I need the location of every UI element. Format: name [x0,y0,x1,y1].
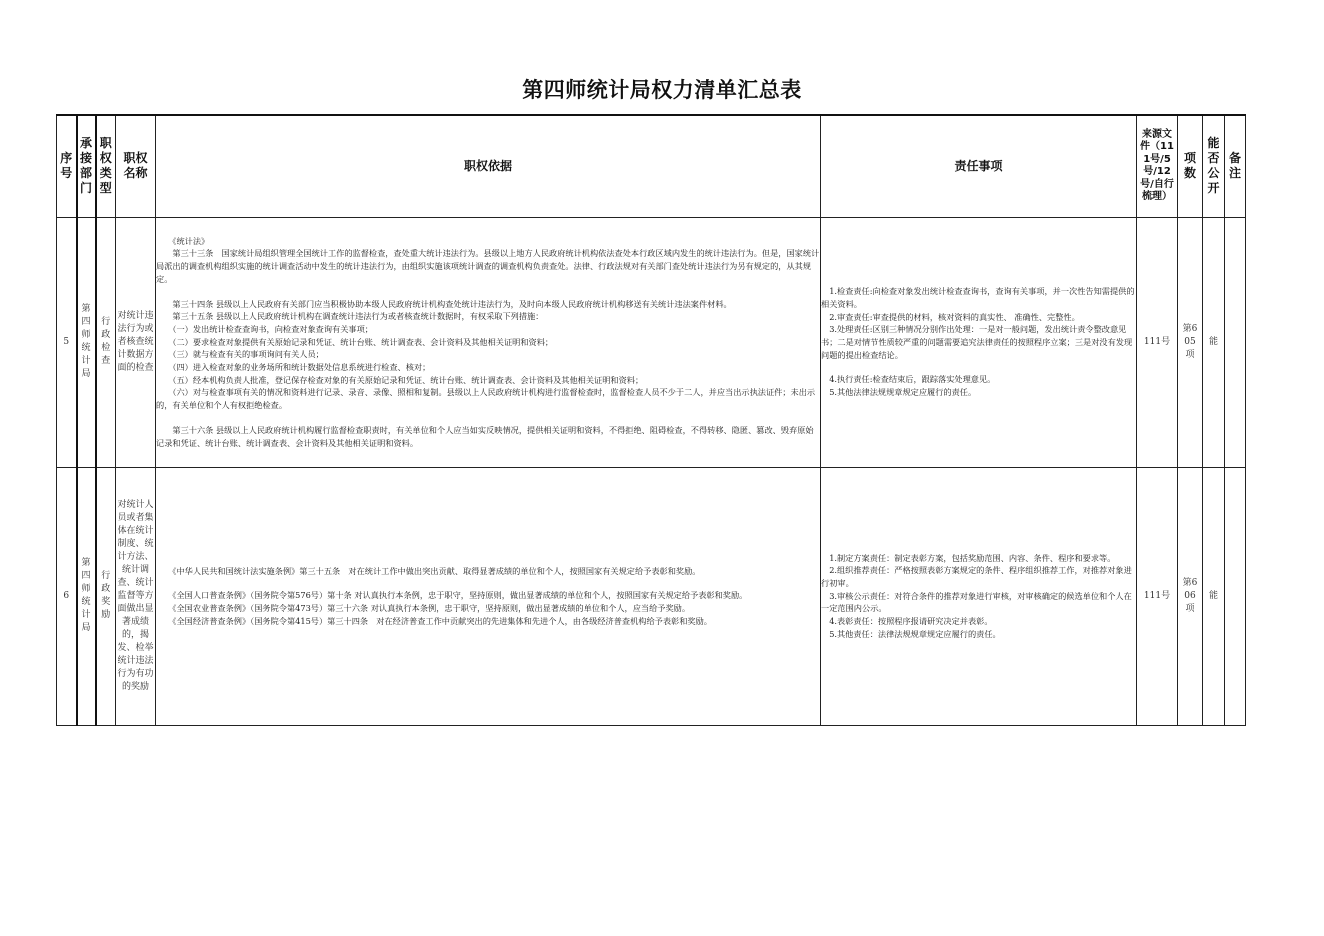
row-remark [1225,467,1246,725]
header-count: 项数 [1178,115,1203,217]
header-type: 职权类型 [96,115,116,217]
row-responsibility: 1.制定方案责任：制定表彰方案，包括奖励范围、内容、条件、程序和要求等。 2.组织推荐责任：严格按照表彰方案规定的条件、程序组织推荐工作，对推荐对象进行初审。 3.审核公示责任：对符合条件的推荐对象进行审核，对审核确定的候选单位和个人在一定范围内公示。 4.表彰责任：按照程序报请研究决定并表彰。 5.其他责任：法律法规规章规定应履行的责任。 [821,467,1137,725]
row-count: 第606项 [1178,467,1203,725]
row-dept: 第四师统计局 [77,217,96,467]
row-name: 对统计违法行为或者核查统计数据方面的检查 [116,217,156,467]
row-name: 对统计人员或者集体在统计制度、统计方法、统计调查、统计监督等方面做出显著成绩的，揭发、检举统计违法行为有功的奖励 [116,467,156,725]
table-row [57,467,1246,725]
row-dept: 第四师统计局 [77,467,96,725]
row-public: 能 [1203,467,1225,725]
header-row [57,115,1246,217]
row-type: 行政检查 [96,217,116,467]
header-public: 能否公开 [1203,115,1225,217]
header-basis: 职权依据 [156,115,821,217]
row-basis: 《统计法》 第三十三条 国家统计局组织管理全国统计工作的监督检查，查处重大统计违法行为。县级以上地方人民政府统计机构依法查处本行政区域内发生的统计违法行为。但是，国家统计局派出的调查机构组织实施的统计调查活动中发生的统计违法行为，由组织实施该项统计调查的调查机构负责查处。法律、行政法规对有关部门查处统计违法行为另有规定的，从其规定。 第三十四条 县级以上人民政府有关部门应当积极协助本级人民政府统计机构查处统计违法行为，及时向本级人民政府统计机构移送有关统计违法案件材料。 第三十五条 县级以上人民政府统计机构在调查统计违法行为或者核查统计数据时，有权采取下列措施： （一）发出统计检查查询书，向检查对象查询有关事项； （二）要求检查对象提供有关原始记录和凭证、统计台账、统计调查表、会计资料及其他相关证明和资料； （三）就与检查有关的事项询问有关人员； （四）进入检查对象的业务场所和统计数据处信息系统进行检查、核对； （五）经本机构负责人批准，登记保存检查对象的有关原始记录和凭证、统计台账、统计调查表、会计资料及其他相关证明和资料； （六）对与检查事项有关的情况和资料进行记录、录音、录像、照相和复制。县级以上人民政府统计机构进行监督检查时，监督检查人员不少于二人，并应当出示执法证件；未出示的，有关单位和个人有权拒绝检查。 第三十六条 县级以上人民政府统计机构履行监督检查职责时，有关单位和个人应当如实反映情况，提供相关证明和资料，不得拒绝、阻碍检查，不得转移、隐匿、篡改、毁弃原始记录和凭证、统计台账、统计调查表、会计资料及其他相关证明和资料。 [156,217,821,467]
header-source: 来源文件（111号/5号/12号/自行梳理） [1137,115,1178,217]
row-source: 111号 [1137,217,1178,467]
row-public: 能 [1203,217,1225,467]
power-list-table [56,114,1246,726]
row-basis: 《中华人民共和国统计法实施条例》第三十五条 对在统计工作中做出突出贡献、取得显著成绩的单位和个人，按照国家有关规定给予表彰和奖励。 《全国人口普查条例》（国务院令第576号）第十条 对认真执行本条例，忠于职守，坚持原则，做出显著成绩的单位和个人，按照国家有关规定给予表彰和奖励。 《全国农业普查条例》（国务院令第473号）第三十六条 对认真执行本条例，忠于职守，坚持原则，做出显著成绩的单位和个人，应当给予奖励。 《全国经济普查条例》（国务院令第415号）第三十四条 对在经济普查工作中贡献突出的先进集体和先进个人，由各级经济普查机构给予表彰和奖励。 [156,467,821,725]
row-source: 111号 [1137,467,1178,725]
table-row [57,217,1246,467]
row-remark [1225,217,1246,467]
header-responsibility: 责任事项 [821,115,1137,217]
header-seq: 序号 [57,115,77,217]
header-name: 职权名称 [116,115,156,217]
page-title: 第四师统计局权力清单汇总表 [522,78,802,102]
row-type: 行政奖励 [96,467,116,725]
row-seq: 6 [57,467,77,725]
row-count: 第605项 [1178,217,1203,467]
header-dept: 承接部门 [77,115,96,217]
row-seq: 5 [57,217,77,467]
row-responsibility: 1.检查责任:向检查对象发出统计检查查询书，查询有关事项，并一次性告知需提供的相关资料。 2.审查责任:审查提供的材料，核对资料的真实性、 准确性、完整性。 3.处理责任:区别三种情况分别作出处理：一是对一般问题，发出统计责令整改意见书；二是对情节性质较严重的问题需要追究法律责任的按照程序立案；三是对没有发现问题的提出检查结论。 4.执行责任:检查结束后，跟踪落实处理意见。 5.其他法律法规规章规定应履行的责任。 [821,217,1137,467]
header-remark: 备注 [1225,115,1246,217]
